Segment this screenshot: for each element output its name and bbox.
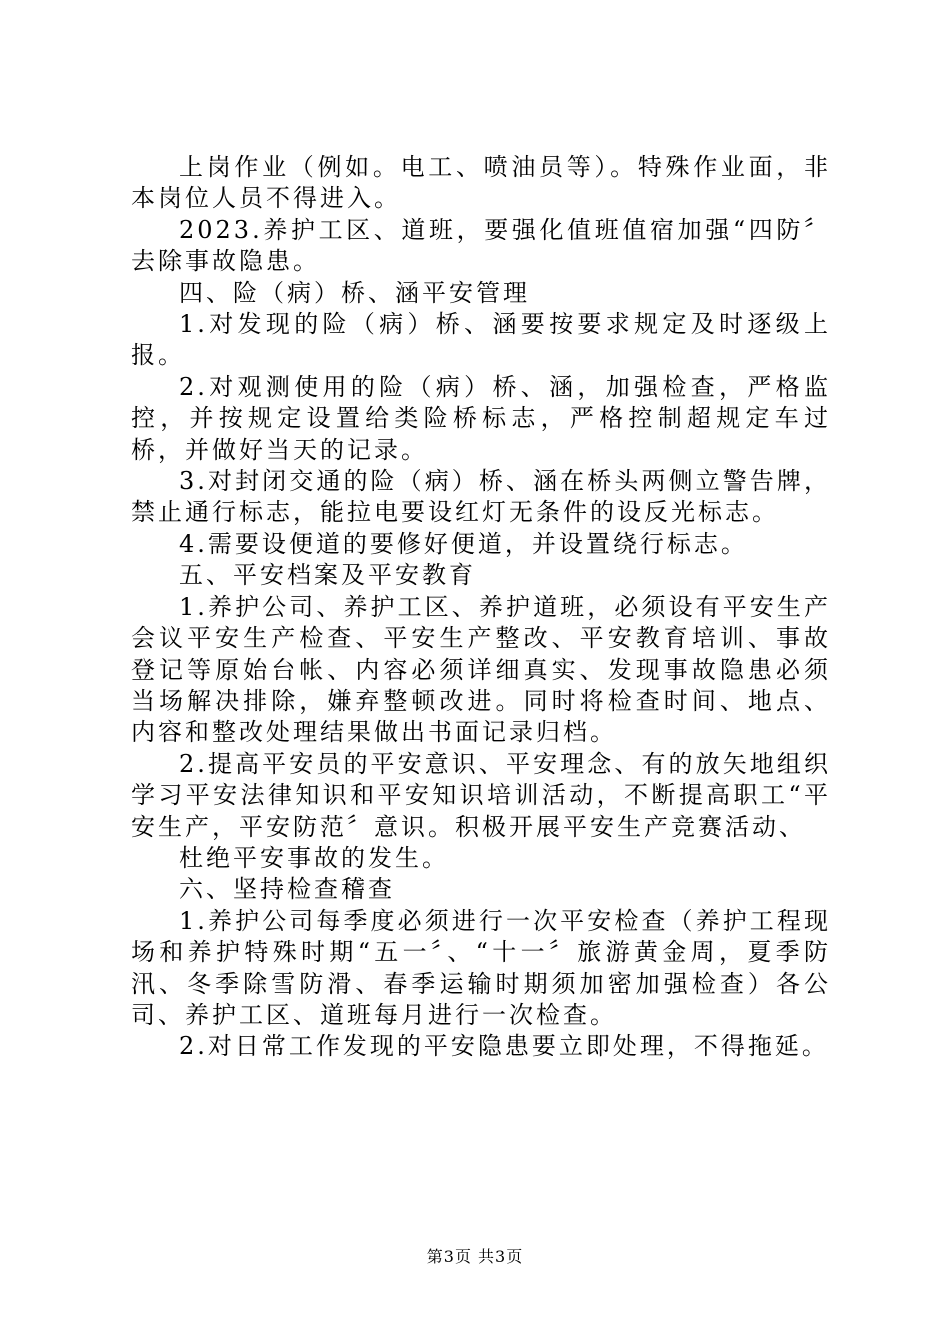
section-heading: 四、险（病）桥、涵平安管理 bbox=[179, 278, 530, 307]
paragraph: 4.需要设便道的要修好便道，并设置绕行标志。 bbox=[179, 529, 748, 558]
paragraph: 3.对封闭交通的险（病）桥、涵在桥头两侧立警告牌，禁止通行标志，能拉电要设红灯无条件的设反光标志。 bbox=[131, 467, 831, 527]
section-heading: 六、坚持检查稽查 bbox=[179, 875, 395, 904]
paragraph: 1.养护公司每季度必须进行一次平安检查（养护工程现场和养护特殊时期“五一〞、“十一〞旅游黄金周，夏季防汛、冬季除雪防滑、春季运输时期须加密加强检查）各公司、养护工区、道班每月进行一次检查。 bbox=[131, 906, 831, 1029]
section-heading: 五、平安档案及平安教育 bbox=[179, 561, 476, 590]
document-body bbox=[131, 152, 831, 1063]
paragraph: 2023.养护工区、道班，要强化值班值宿加强“四防〞去除事故隐患。 bbox=[131, 215, 831, 276]
page-number: 第3页 共3页 bbox=[426, 1247, 524, 1266]
paragraph: 上岗作业（例如。电工、喷油员等）。特殊作业面，非本岗位人员不得进入。 bbox=[131, 153, 831, 213]
paragraph: 杜绝平安事故的发生。 bbox=[179, 843, 449, 872]
paragraph: 2.对日常工作发现的平安隐患要立即处理，不得拖延。 bbox=[179, 1032, 829, 1061]
paragraph: 1.对发现的险（病）桥、涵要按要求规定及时逐级上报。 bbox=[131, 310, 831, 370]
paragraph: 2.对观测使用的险（病）桥、涵，加强检查，严格监控，并按规定设置给类险桥标志，严格控制超规定车过桥，并做好当天的记录。 bbox=[131, 372, 831, 464]
paragraph: 1.养护公司、养护工区、养护道班，必须设有平安生产会议平安生产检查、平安生产整改、平安教育培训、事故登记等原始台帐、内容必须详细真实、发现事故隐患必须当场解决排除，嫌弃整顿改进。同时将检查时间、地点、内容和整改处理结果做出书面记录归档。 bbox=[131, 592, 831, 747]
paragraph: 2.提高平安员的平安意识、平安理念、有的放矢地组织学习平安法律知识和平安知识培训活动，不断提高职工“平安生产，平安防范〞意识。积极开展平安生产竞赛活动、 bbox=[131, 749, 831, 841]
